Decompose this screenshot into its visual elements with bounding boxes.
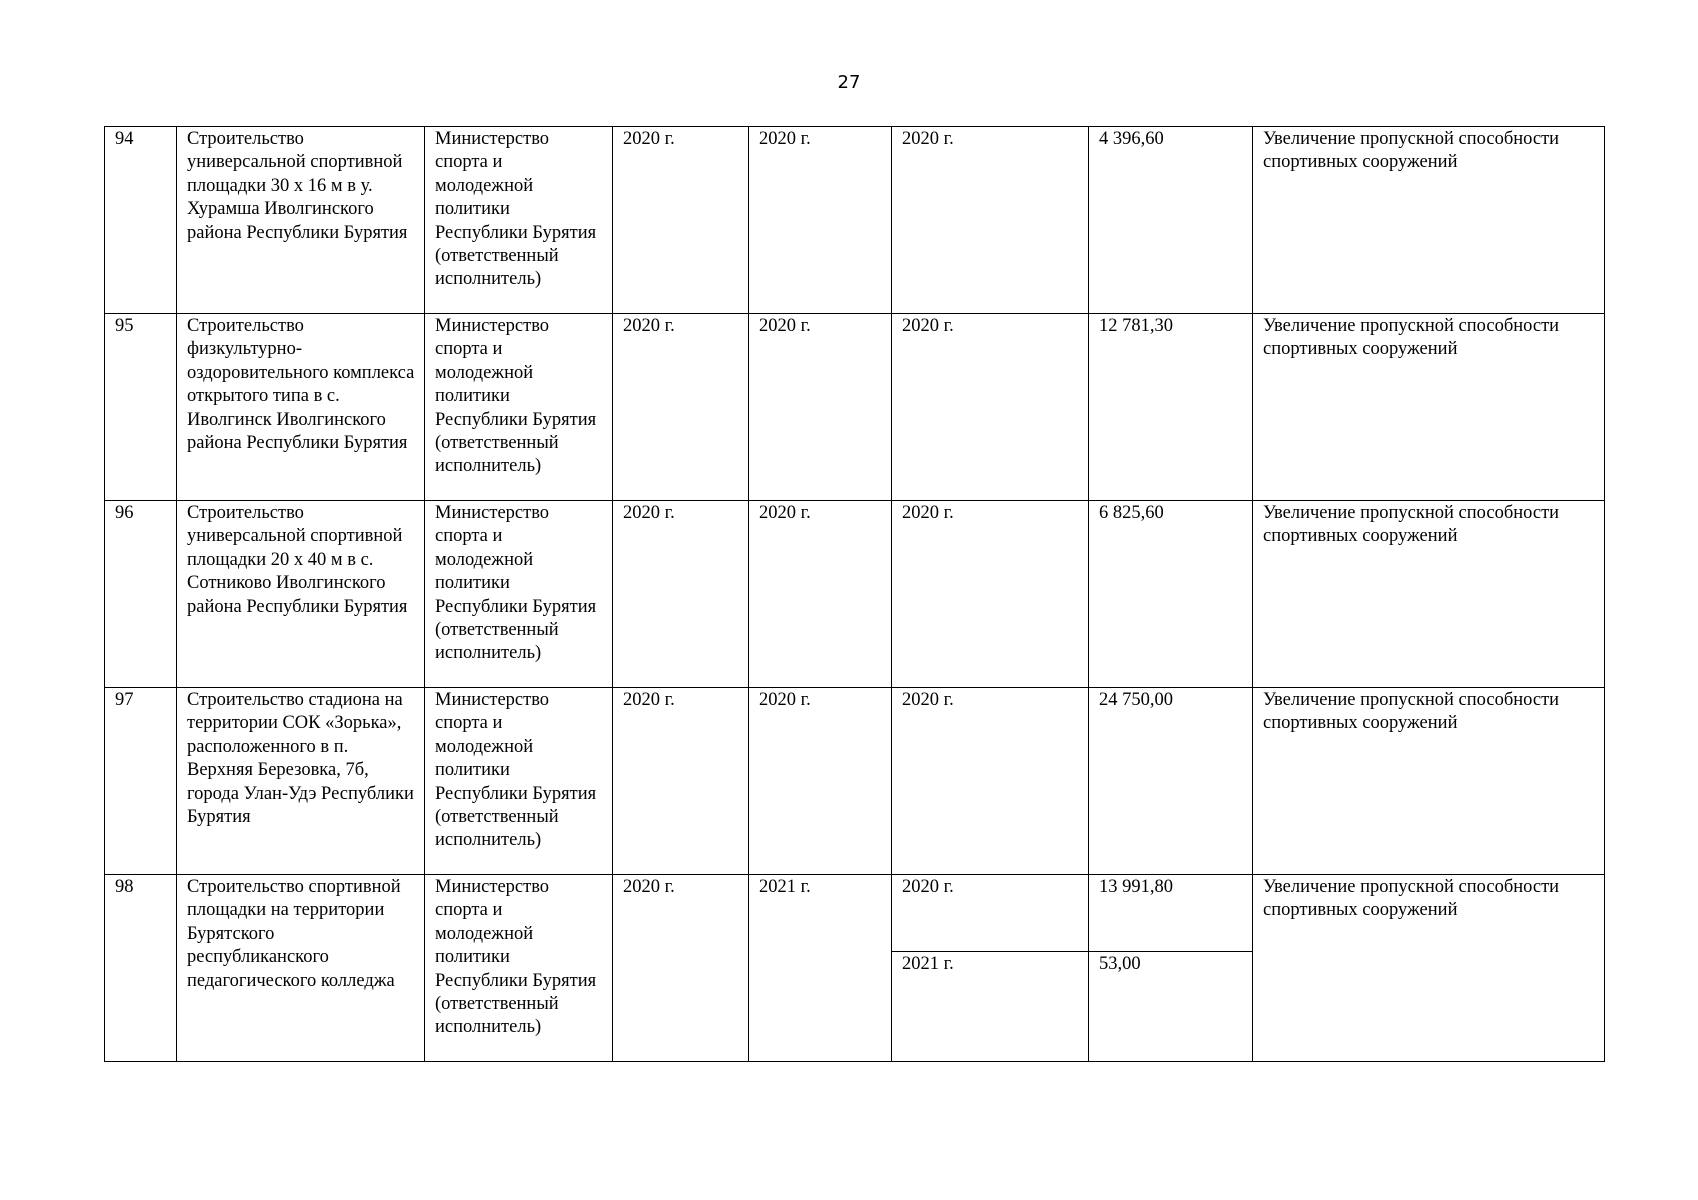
financing-amount: 4 396,60 [1089,127,1253,314]
financing-amount: 24 750,00 [1089,688,1253,875]
start-year: 2020 г. [613,501,749,688]
start-year: 2020 г. [613,127,749,314]
executor: Министерство спорта и молодежной политики Республики Бурятия (ответственный исполнитель) [425,501,613,688]
expected-result: Увеличение пропускной способности спортивных сооружений [1253,688,1605,875]
event-name: Строительство универсальной спортивной площадки 30 х 16 м в у. Хурамша Иволгинского района Республики Бурятия [177,127,425,314]
event-name: Строительство спортивной площадки на территории Бурятского республиканского педагогического колледжа [177,875,425,1062]
financing-year: 2020 г. [892,875,1089,952]
end-year: 2020 г. [749,688,892,875]
program-table [104,126,1605,1062]
financing-year: 2020 г. [892,501,1089,688]
executor: Министерство спорта и молодежной политики Республики Бурятия (ответственный исполнитель) [425,127,613,314]
event-name: Строительство стадиона на территории СОК «Зорька», расположенного в п. Верхняя Березовка, 7б, города Улан-Удэ Республики Бурятия [177,688,425,875]
end-year: 2020 г. [749,127,892,314]
row-number: 96 [105,501,177,688]
executor: Министерство спорта и молодежной политики Республики Бурятия (ответственный исполнитель) [425,688,613,875]
expected-result: Увеличение пропускной способности спортивных сооружений [1253,501,1605,688]
end-year: 2020 г. [749,501,892,688]
table-row [105,501,1605,688]
end-year: 2020 г. [749,314,892,501]
table-row [105,127,1605,314]
financing-amount: 53,00 [1089,952,1253,1062]
expected-result: Увеличение пропускной способности спортивных сооружений [1253,875,1605,1062]
financing-amount: 13 991,80 [1089,875,1253,952]
financing-year: 2020 г. [892,127,1089,314]
end-year: 2021 г. [749,875,892,1062]
financing-amount: 12 781,30 [1089,314,1253,501]
expected-result: Увеличение пропускной способности спортивных сооружений [1253,314,1605,501]
executor: Министерство спорта и молодежной политики Республики Бурятия (ответственный исполнитель) [425,875,613,1062]
row-number: 95 [105,314,177,501]
page-number: 27 [837,72,861,93]
table-row [105,314,1605,501]
table-row [105,688,1605,875]
row-number: 94 [105,127,177,314]
executor: Министерство спорта и молодежной политики Республики Бурятия (ответственный исполнитель) [425,314,613,501]
financing-year: 2021 г. [892,952,1089,1062]
table-row [105,875,1605,952]
row-number: 97 [105,688,177,875]
start-year: 2020 г. [613,875,749,1062]
start-year: 2020 г. [613,688,749,875]
financing-amount: 6 825,60 [1089,501,1253,688]
expected-result: Увеличение пропускной способности спортивных сооружений [1253,127,1605,314]
financing-year: 2020 г. [892,314,1089,501]
event-name: Строительство физкультурно-оздоровительного комплекса открытого типа в с. Иволгинск Иволгинского района Республики Бурятия [177,314,425,501]
start-year: 2020 г. [613,314,749,501]
financing-year: 2020 г. [892,688,1089,875]
row-number: 98 [105,875,177,1062]
event-name: Строительство универсальной спортивной площадки 20 х 40 м в с. Сотниково Иволгинского района Республики Бурятия [177,501,425,688]
